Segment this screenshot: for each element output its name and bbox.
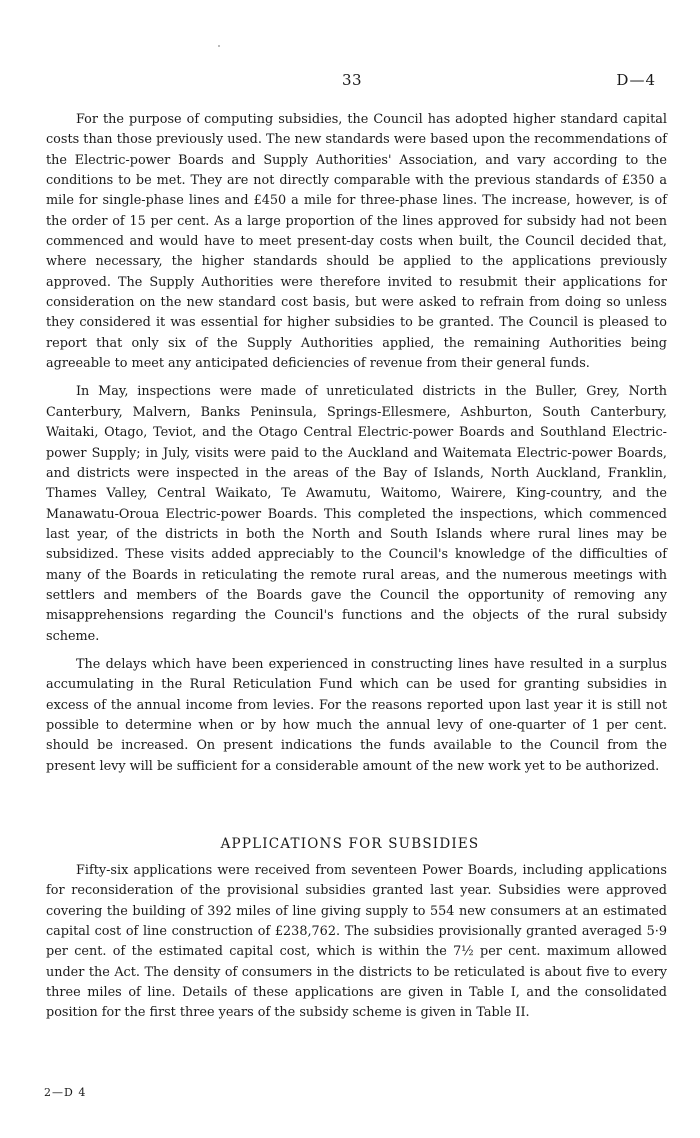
signature-mark: 2—D 4: [44, 1086, 87, 1099]
paragraph-applications: Fifty-six applications were received from seventeen Power Boards, including applications for reconsideration of the provisional subsidies granted last year. Subsidies were approved covering the building of 392 miles of line giving supply to 554 new consumers at an estimated capital cost of line construction of £238,762. The subsidies provisionally granted averaged 5·9 per cent. of the estimated capital cost, which is within the 7½ per cent. maximum allowed under the Act. The density of consumers in the districts to be reticulated is about five to every three miles of line. Details of these applications are given in Table I, and the consolidated position for the first three years of the subsidy scheme is given in Table II.: [46, 863, 667, 1021]
page-header: [0, 71, 700, 91]
scan-mark: [218, 45, 220, 47]
section-heading: APPLICATIONS FOR SUBSIDIES: [220, 836, 480, 852]
body-text: [46, 110, 667, 777]
page-number: 33: [342, 71, 363, 89]
paragraph-standard-costs: For the purpose of computing subsidies, the Council has adopted higher standard capital costs than those previously used. The new standards were based upon the recommendations of the Electric-power Boards and Supply Authorities' Association, and vary according to the conditions to be met. They are not directly comparable with the previous standards of £350 a mile for single-phase lines and £450 a mile for three-phase lines. The increase, however, is of the order of 15 per cent. As a large proportion of the lines approved for subsidy had not been commenced and would have to meet present-day costs when built, the Council decided that, where necessary, the higher standards should be applied to the applications previously approved. The Supply Authorities were therefore invited to resubmit their applications for consideration on the new standard cost basis, but were asked to refrain from doing so unless they considered it was essential for higher subsidies to be granted. The Council is pleased to report that only six of the Supply Authorities applied, the remaining Authorities being agreeable to meet any anticipated deficiencies of revenue from their general funds.: [46, 112, 667, 372]
section-text: [46, 861, 667, 1024]
paragraph-inspections: In May, inspections were made of unreticulated districts in the Buller, Grey, North Canterbury, Malvern, Banks Peninsula, Springs-Ellesmere, Ashburton, South Canterbury, Waitaki, Otago, Teviot, and the Otago Central Electric-power Boards and Southland Electric-power Supply; in July, visits were paid to the Auckland and Waitemata Electric-power Boards, and districts were inspected in the areas of the Bay of Islands, North Auckland, Franklin, Thames Valley, Central Waikato, Te Awamutu, Waitomo, Wairere, King-country, and the Manawatu-Oroua Electric-power Boards. This completed the inspections, which commenced last year, of the districts in both the North and South Islands where rural lines may be subsidized. These visits added appreciably to the Council's knowledge of the difficulties of many of the Boards in reticulating the remote rural areas, and the numerous meetings with settlers and members of the Boards gave the Council the opportunity of removing any misapprehensions regarding the Council's functions and the objects of the rural subsidy scheme.: [46, 384, 667, 644]
paragraph-surplus-fund: The delays which have been experienced in constructing lines have resulted in a surplus accumulating in the Rural Reticulation Fund which can be used for granting subsidies in excess of the annual income from levies. For the reasons reported upon last year it is still not possible to determine when or by how much the annual levy of one-quarter of 1 per cent. should be increased. On present indications the funds available to the Council from the present levy will be sufficient for a considerable amount of the new work yet to be authorized.: [46, 656, 667, 774]
document-reference: D—4: [616, 71, 656, 89]
